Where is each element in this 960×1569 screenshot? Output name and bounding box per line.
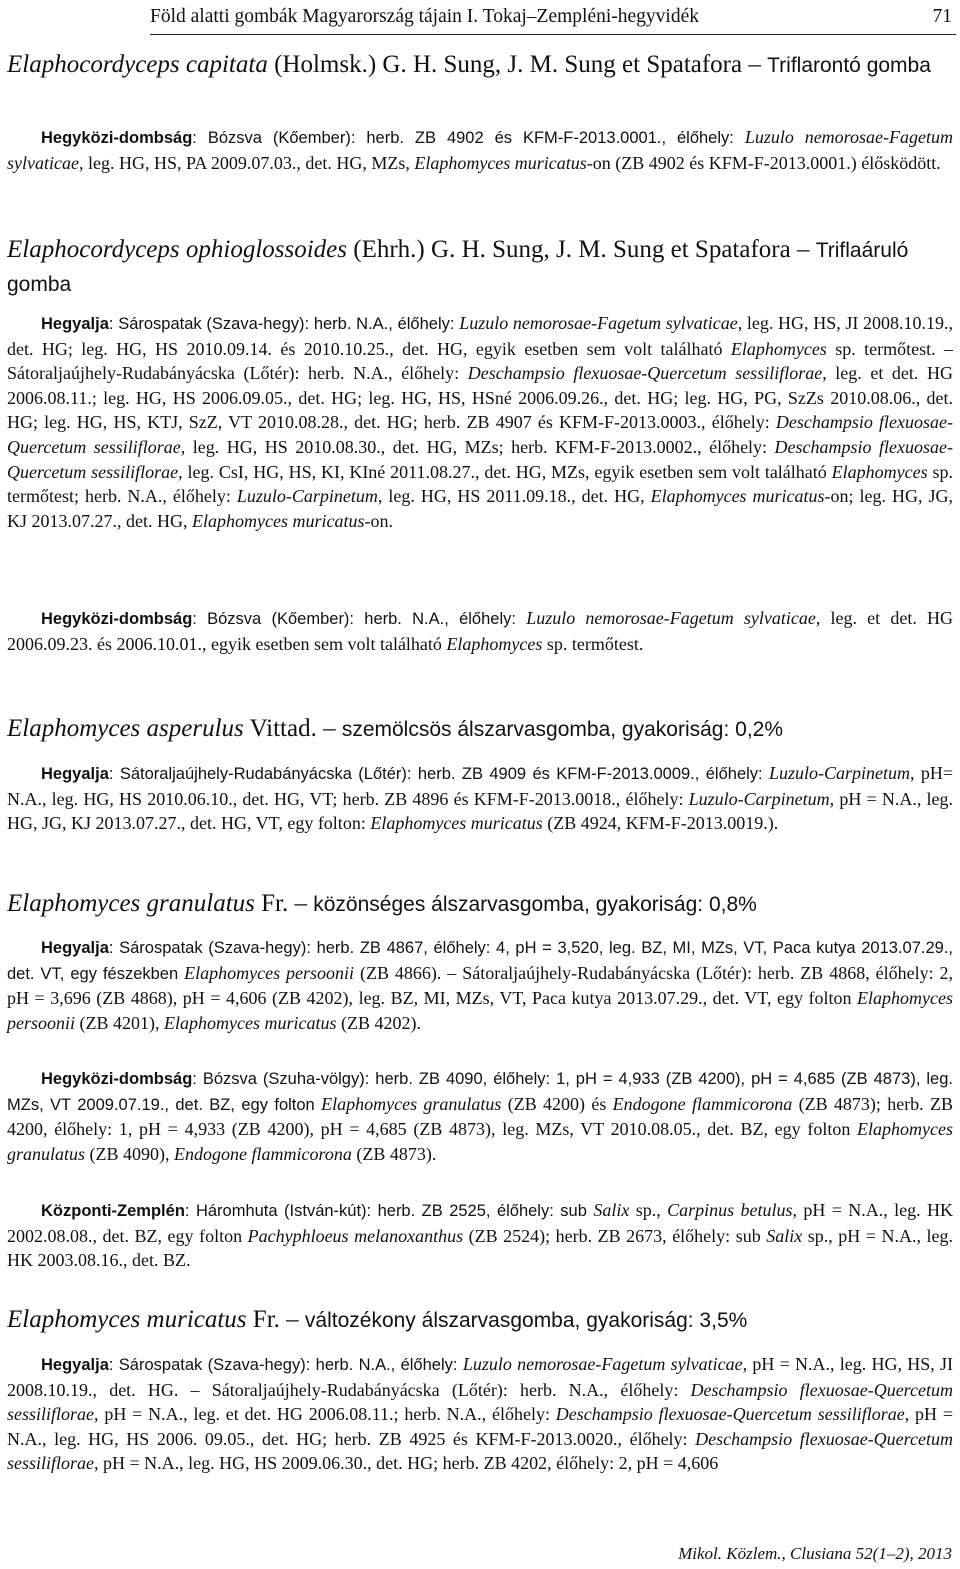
italic-text: Elaphomyces granulatus <box>7 1119 953 1164</box>
italic-text: Elaphomyces persoonii <box>184 962 355 983</box>
record-paragraph <box>7 1066 953 1166</box>
text-run: , leg. et det. HG 2006.09.23. és 2006.10.01., egyik esetben sem volt található <box>7 608 954 654</box>
record-paragraph <box>7 125 953 175</box>
text-run: -on (ZB 4902 és KFM-F-2013.0001.) élősködött. <box>586 152 941 173</box>
species-heading <box>7 233 953 301</box>
text-run: , pH = N.A., leg. et det. HG 2006.08.11.; herb. N.A., élőhely: <box>94 1404 556 1425</box>
italic-text: Deschampsio flexuosae-Quercetum sessiliflorae <box>7 412 953 457</box>
text-run: -on; leg. HG, JG, KJ 2013.07.27., det. HG, <box>7 486 953 531</box>
text-run: , leg. HG, HS, JI 2008.10.19., det. HG; leg. HG, HS 2010.09.14. és 2010.10.25., det. HG, egyik esetben sem volt található <box>7 313 954 359</box>
text-run: (ZB 4201), <box>75 1012 165 1033</box>
text-run: sp. termőtest; herb. N.A., élőhely: <box>7 461 953 507</box>
italic-text: Luzulo-Carpinetum <box>769 763 911 783</box>
text-run: (ZB 4873); herb. ZB 4200, élőhely: 1, pH = 4,933 (ZB 4200), pH = 4,685 (ZB 4873), leg. MZs, VT 2010.08.05., det. BZ, egy folton <box>7 1093 953 1140</box>
italic-text: Elaphocordyceps capitata <box>7 51 268 78</box>
text-run: , leg. et det. HG 2006.08.11.; leg. HG, HS 2006.09.05., det. HG; leg. HG, HS, HSné 2006.09.26., det. HG; leg. HG, PG, SzZs 2010.08.06., det. HG; leg. HG, HS, KTJ, SzZ, VT 2010.08.28., det. HG; herb. ZB 4907 és KFM-F-2013.0003., élőhely: <box>7 363 954 433</box>
record-paragraph <box>7 1352 953 1476</box>
journal-citation: Mikol. Közlem., Clusiana 52(1–2), 2013 <box>678 1544 952 1563</box>
text-run: (Ehrh.) G. H. Sung, J. M. Sung et Spatafora – <box>347 236 816 263</box>
record-paragraph <box>7 761 953 836</box>
text-run: (ZB 4866). – Sátoraljaújhely-Rudabányácska (Lőtér): herb. ZB 4868, élőhely: 2, pH = 3,696 (ZB 4868), pH = 4,606 (ZB 4202), leg. BZ, MI, MZs, VT, Paca kutya 2013.07.29., det. VT, egy folton <box>7 962 954 1009</box>
running-head <box>150 4 956 35</box>
text-run: , leg. HG, HS 2011.09.18., det. HG, <box>377 486 651 507</box>
text-run: , pH = N.A., leg. HG, HS 2009.06.30., det. HG; herb. ZB 4202, élőhely: 2, pH = 4,606 <box>94 1453 719 1474</box>
italic-text: Deschampsio flexuosae-Quercetum sessiliflorae <box>467 363 823 384</box>
text-run: Vittad. – <box>243 715 342 742</box>
text-run: változékony álszarvasgomba, gyakoriság: 3,5% <box>304 1309 748 1332</box>
text-run: : Bózsva (Szuha-völgy): herb. ZB 4090, élőhely: 1, pH = 4,933 (ZB 4200), pH = 4,685 (ZB 4873), leg. MZs, VT 2009.07.19., det. BZ, egy folton <box>7 1070 953 1114</box>
text-run: , pH = N.A., leg. HG, HS, JI 2008.10.19., det. HG. – Sátoraljaújhely-Rudabányácska (Lőtér): herb. N.A., élőhely: <box>7 1354 954 1400</box>
text-run: , pH = N.A., leg. HG, JG, KJ 2013.07.27., det. HG, VT, egy folton: <box>7 788 954 834</box>
page-number: 71 <box>932 6 952 27</box>
text-run: : Sátoraljaújhely-Rudabányácska (Lőtér): herb. ZB 4909 és KFM-F-2013.0009., élőhely: <box>108 765 770 783</box>
species-heading <box>7 887 953 921</box>
italic-text: Elaphomyces <box>446 633 543 654</box>
italic-text: Deschampsio flexuosae-Quercetum sessiliflorae <box>7 436 953 482</box>
text-run: , pH = N.A., leg. HG, HS 2006. 09.05., det. HG; herb. ZB 4925 és KFM-F-2013.0020., élőhely: <box>7 1404 953 1449</box>
italic-text: Luzulo-Carpinetum <box>236 486 378 507</box>
italic-text: Luzulo nemorosae-Fagetum sylvaticae <box>526 608 816 628</box>
italic-text: Deschampsio flexuosae-Quercetum sessiliflorae <box>7 1428 953 1474</box>
region-name: Hegyalja <box>41 315 109 333</box>
record-paragraph <box>7 935 953 1035</box>
species-heading <box>7 712 953 746</box>
italic-text: Luzulo nemorosae-Fagetum sylvaticae <box>7 127 953 173</box>
text-run: sp., <box>629 1200 668 1220</box>
region-name: Központi-Zemplén <box>41 1202 185 1220</box>
text-run: , leg. CsI, HG, HS, KI, KIné 2011.08.27., det. HG, MZs, egyik esetben sem volt található <box>178 461 832 482</box>
text-run: : Sárospatak (Szava-hegy): herb. ZB 4867, élőhely: 4, pH = 3,520, leg. BZ, MI, MZs, VT, Paca kutya 2013.07.29., det. VT, egy fészekben <box>7 939 953 983</box>
text-run: , pH = N.A., leg. HK 2002.08.08., det. BZ, egy folton <box>7 1200 954 1246</box>
italic-text: Elaphomyces muricatus <box>192 510 365 531</box>
text-run: Fr. – <box>254 890 314 917</box>
text-run: (ZB 4924, KFM-F-2013.0019.). <box>542 813 779 834</box>
species-heading <box>7 1303 953 1337</box>
text-run: (ZB 4873). <box>351 1143 437 1164</box>
text-run: közönséges álszarvasgomba, gyakoriság: 0,8% <box>313 893 757 916</box>
italic-text: Luzulo nemorosae-Fagetum sylvaticae <box>459 313 738 333</box>
italic-text: Luzulo-Carpinetum <box>688 788 830 809</box>
text-run: Fr. – <box>246 1306 305 1333</box>
species-heading <box>7 48 953 82</box>
record-paragraph <box>7 311 953 533</box>
italic-text: Elaphomyces <box>730 338 827 359</box>
italic-text: Endogone flammicorona <box>612 1093 793 1114</box>
italic-text: Elaphomyces muricatus <box>7 1306 247 1333</box>
italic-text: Elaphomyces muricatus <box>370 813 543 834</box>
italic-text: Salix <box>593 1200 630 1220</box>
italic-text: Elaphomyces muricatus <box>650 486 825 507</box>
text-run: , leg. HG, HS 2010.08.30., det. HG, MZs; herb. KFM-F-2013.0002., élőhely: <box>180 436 775 457</box>
text-run: (ZB 2524); herb. ZB 2673, élőhely: sub <box>463 1225 767 1246</box>
text-run: (ZB 4200) és <box>501 1093 613 1114</box>
text-run: (ZB 4202). <box>336 1012 421 1033</box>
text-run: : Sárospatak (Szava-hegy): herb. N.A., élőhely: <box>108 315 460 333</box>
italic-text: Elaphomyces muricatus <box>414 152 587 173</box>
italic-text: Elaphomyces persoonii <box>7 988 953 1033</box>
text-run: -on. <box>364 510 393 531</box>
region-name: Hegyközi-dombság <box>41 129 193 147</box>
running-title: Föld alatti gombák Magyarország tájain I. Tokaj–Zempléni-hegyvidék <box>150 6 699 27</box>
text-run: , leg. HG, HS, PA 2009.07.03., det. HG, MZs, <box>78 152 415 173</box>
italic-text: Luzulo nemorosae-Fagetum sylvaticae <box>462 1354 743 1374</box>
italic-text: Pachyphloeus melanoxanthus <box>247 1225 464 1246</box>
region-name: Hegyalja <box>41 765 109 783</box>
text-run: sp. termőtest. – Sátoraljaújhely-Rudabányácska (Lőtér): herb. N.A., élőhely: <box>7 338 953 384</box>
text-run: (Holmsk.) G. H. Sung, J. M. Sung et Spatafora – <box>267 51 768 78</box>
text-run: szemölcsös álszarvasgomba, gyakoriság: 0,2% <box>341 718 784 741</box>
region-name: Hegyközi-dombság <box>41 610 193 628</box>
record-paragraph <box>7 606 953 656</box>
italic-text: Elaphomyces asperulus <box>7 715 244 742</box>
italic-text: Elaphomyces granulatus <box>7 890 255 917</box>
text-run: : Bózsva (Kőember): herb. ZB 4902 és KFM-F-2013.0001., élőhely: <box>192 129 745 147</box>
text-run: sp., pH = N.A., leg. HK 2003.08.16., det. BZ. <box>7 1225 953 1271</box>
italic-text: Endogone flammicorona <box>174 1143 352 1164</box>
italic-text: Deschampsio flexuosae-Quercetum sessiliflorae <box>7 1379 953 1425</box>
text-run: Triflaáruló gomba <box>7 239 909 296</box>
italic-text: Elaphomyces <box>831 461 928 482</box>
italic-text: Carpinus betulus <box>667 1200 793 1220</box>
text-run: Triflarontó gomba <box>767 54 931 77</box>
italic-text: Elaphocordyceps ophioglossoides <box>7 236 348 263</box>
italic-text: Elaphomyces granulatus <box>321 1093 502 1114</box>
record-paragraph <box>7 1198 953 1273</box>
italic-text: Deschampsio flexuosae-Quercetum sessiliflorae <box>555 1404 905 1425</box>
region-name: Hegyalja <box>41 939 109 957</box>
text-run: : Sárospatak (Szava-hegy): herb. N.A., élőhely: <box>108 1356 463 1374</box>
text-run: , pH= N.A., leg. HG, HS 2010.06.10., det. HG, VT; herb. ZB 4896 és KFM-F-2013.0018., élőhely: <box>7 763 953 809</box>
region-name: Hegyalja <box>41 1356 109 1374</box>
text-run: (ZB 4090), <box>85 1143 175 1164</box>
region-name: Hegyközi-dombság <box>41 1070 193 1088</box>
text-run: : Háromhuta (István-kút): herb. ZB 2525, élőhely: sub <box>184 1202 594 1220</box>
text-run: : Bózsva (Kőember): herb. N.A., élőhely: <box>192 610 527 628</box>
italic-text: Elaphomyces muricatus <box>164 1012 337 1033</box>
italic-text: Salix <box>766 1225 803 1246</box>
text-run: sp. termőtest. <box>542 633 644 654</box>
